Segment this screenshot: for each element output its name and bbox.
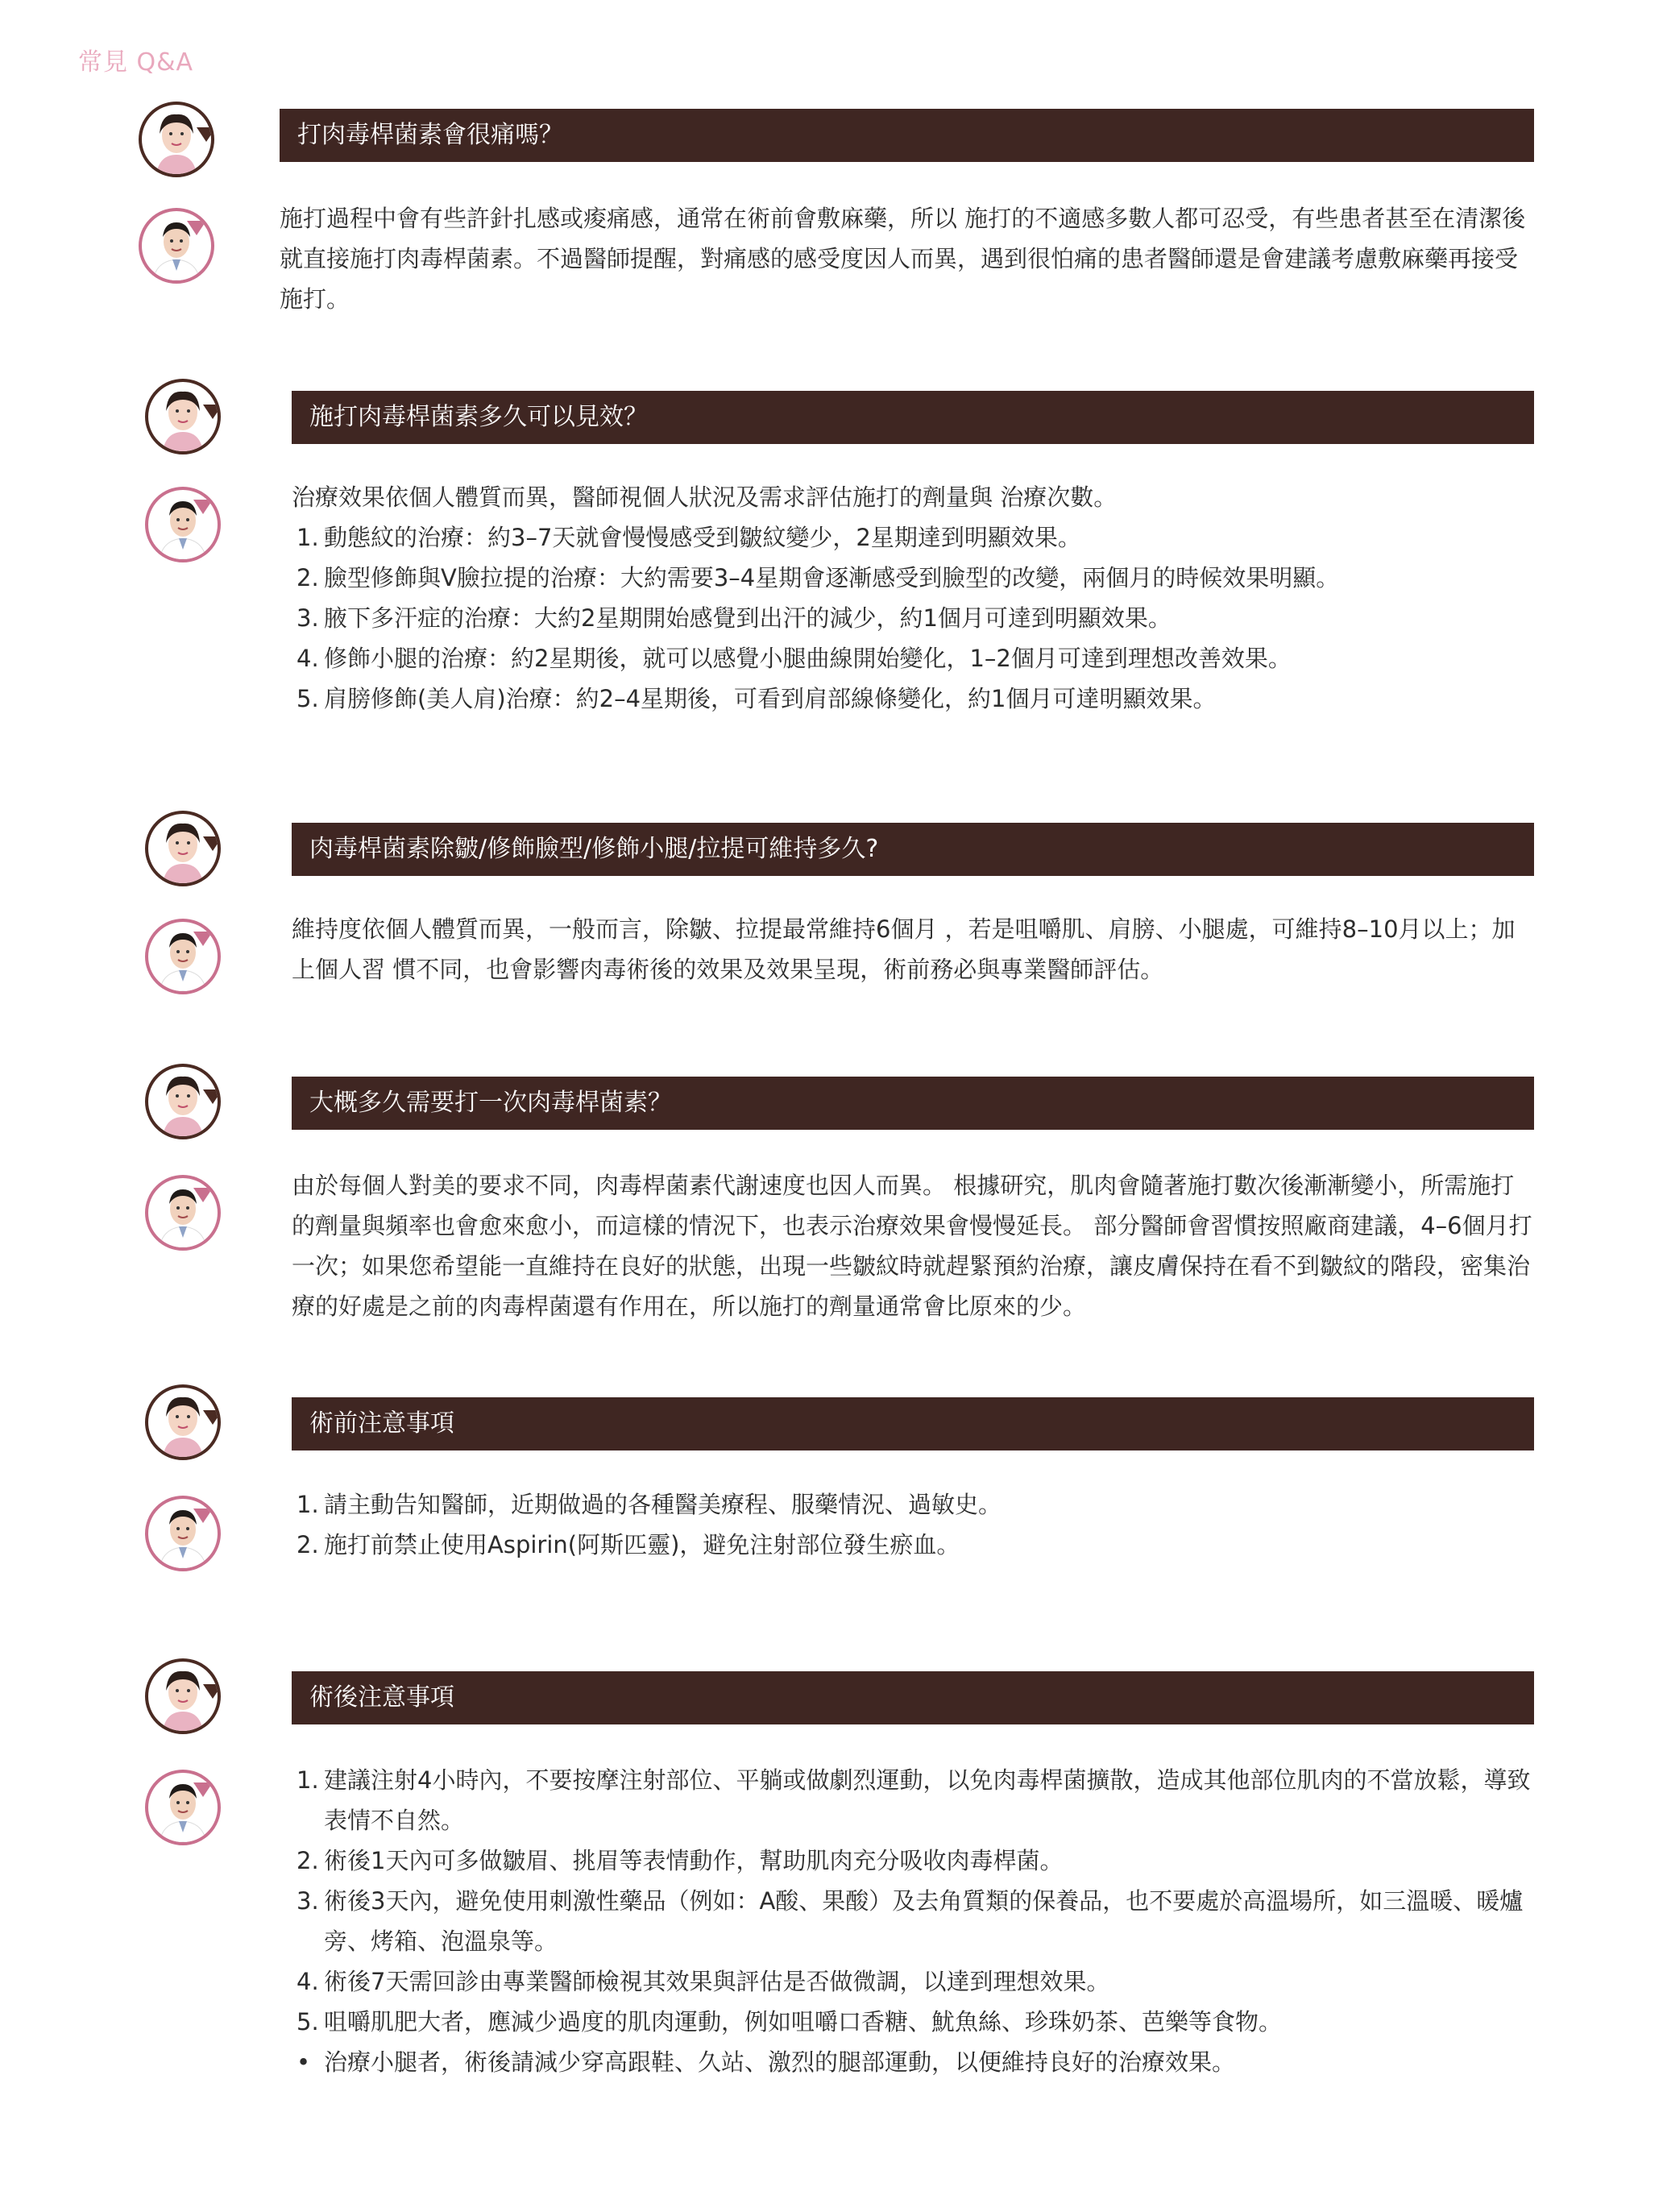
doctor-face-icon	[145, 487, 221, 562]
answer-list	[292, 1484, 1534, 1565]
list-item: 2. 臉型修飾與V臉拉提的治療：大約需要3–4星期會逐漸感受到臉型的改變，兩個月的時候效果明顯。	[296, 564, 1340, 591]
list-item: 4. 修飾小腿的治療：約2星期後，就可以感覺小腿曲線開始變化，1–2個月可達到理想改善效果。	[296, 645, 1292, 672]
answer-block-3	[292, 909, 1534, 990]
question-text: 術後注意事項	[292, 1671, 1534, 1724]
answer-paragraph: 治療效果依個人體質而異，醫師視個人狀況及需求評估施打的劑量與 治療次數。	[292, 483, 1118, 511]
woman-face-icon	[145, 811, 221, 886]
answer-block-6	[292, 1760, 1534, 2082]
list-item: 1. 建議注射4小時內，不要按摩注射部位、平躺或做劇烈運動，以免肉毒桿菌擴散，造成其他部位肌肉的不當放鬆，導致表情不自然。	[296, 1766, 1531, 1834]
list-item: 5. 肩膀修飾(美人肩)治療：約2–4星期後，可看到肩部線條變化，約1個月可達明顯效果。	[296, 685, 1217, 712]
doctor-face-icon	[145, 1496, 221, 1571]
list-item: • 治療小腿者，術後請減少穿高跟鞋、久站、激烈的腿部運動，以便維持良好的治療效果。	[296, 2048, 1236, 2076]
doctor-face-icon	[145, 1175, 221, 1251]
woman-face-icon	[145, 1384, 221, 1460]
question-text: 肉毒桿菌素除皺/修飾臉型/修飾小腿/拉提可維持多久?	[292, 823, 1534, 876]
list-item: 3. 腋下多汗症的治療：大約2星期開始感覺到出汗的減少，約1個月可達到明顯效果。	[296, 604, 1171, 632]
question-text: 大概多久需要打一次肉毒桿菌素？	[292, 1077, 1534, 1130]
doctor-face-icon	[145, 1770, 221, 1845]
list-item: 4. 術後7天需回診由專業醫師檢視其效果與評估是否做微調，以達到理想效果。	[296, 1968, 1110, 1995]
doctor-face-icon	[139, 208, 214, 284]
answer-list	[292, 517, 1534, 719]
answer-block-5	[292, 1484, 1534, 1565]
woman-face-icon	[145, 1658, 221, 1734]
list-item: 2. 術後1天內可多做皺眉、挑眉等表情動作，幫助肌肉充分吸收肉毒桿菌。	[296, 1847, 1064, 1874]
answer-paragraph: 維持度依個人體質而異，一般而言，除皺、拉提最常維持6個月 ，若是咀嚼肌、肩膀、小腿處，可維持8–10月以上；加上個人習 慣不同，也會影響肉毒術後的效果及效果呈現，術前務必與專業醫師評估。	[292, 915, 1516, 983]
list-item: 5. 咀嚼肌肥大者，應減少過度的肌肉運動，例如咀嚼口香糖、魷魚絲、珍珠奶茶、芭樂等食物。	[296, 2008, 1283, 2036]
list-item: 1. 動態紋的治療：約3–7天就會慢慢感受到皺紋變少，2星期達到明顯效果。	[296, 524, 1081, 551]
answer-paragraph: 施打過程中會有些許針扎感或痠痛感，通常在術前會敷麻藥，所以 施打的不適感多數人都可忍受，有些患者甚至在清潔後就直接施打肉毒桿菌素。不過醫師提醒，對痛感的感受度因人而異，遇到很怕痛的患者醫師還是會建議考慮敷麻藥再接受施打。	[280, 205, 1526, 313]
doctor-face-icon	[145, 919, 221, 994]
question-text: 施打肉毒桿菌素多久可以見效？	[292, 391, 1534, 444]
answer-block-4	[292, 1165, 1534, 1326]
page-label: 常見 Q&A	[78, 48, 194, 77]
answer-block-1	[280, 198, 1534, 319]
answer-list	[292, 1760, 1534, 2082]
woman-face-icon	[145, 1064, 221, 1139]
question-text: 術前注意事項	[292, 1397, 1534, 1450]
answer-paragraph: 由於每個人對美的要求不同，肉毒桿菌素代謝速度也因人而異。 根據研究，肌肉會隨著施打數次後漸漸變小，所需施打的劑量與頻率也會愈來愈小，而這樣的情況下，也表示治療效果會慢慢延長。 部分醫師會習慣按照廠商建議，4–6個月打一次；如果您希望能一直維持在良好的狀態，出現一些皺紋時就趕緊預約治療，讓皮膚保持在看不到皺紋的階段，密集治療的好處是之前的肉毒桿菌還有作用在，所以施打的劑量通常會比原來的少。	[292, 1172, 1532, 1320]
woman-face-icon	[145, 379, 221, 454]
list-item: 1. 請主動告知醫師，近期做過的各種醫美療程、服藥情況、過敏史。	[296, 1491, 1002, 1518]
question-text: 打肉毒桿菌素會很痛嗎？	[280, 109, 1534, 162]
list-item: 3. 術後3天內，避免使用刺激性藥品（例如：A酸、果酸）及去角質類的保養品，也不要處於高溫場所，如三溫暖、暖爐旁、烤箱、泡溫泉等。	[296, 1887, 1524, 1955]
woman-face-icon	[139, 102, 214, 177]
list-item: 2. 施打前禁止使用Aspirin(阿斯匹靈)，避免注射部位發生瘀血。	[296, 1531, 960, 1558]
answer-block-2	[292, 477, 1534, 719]
